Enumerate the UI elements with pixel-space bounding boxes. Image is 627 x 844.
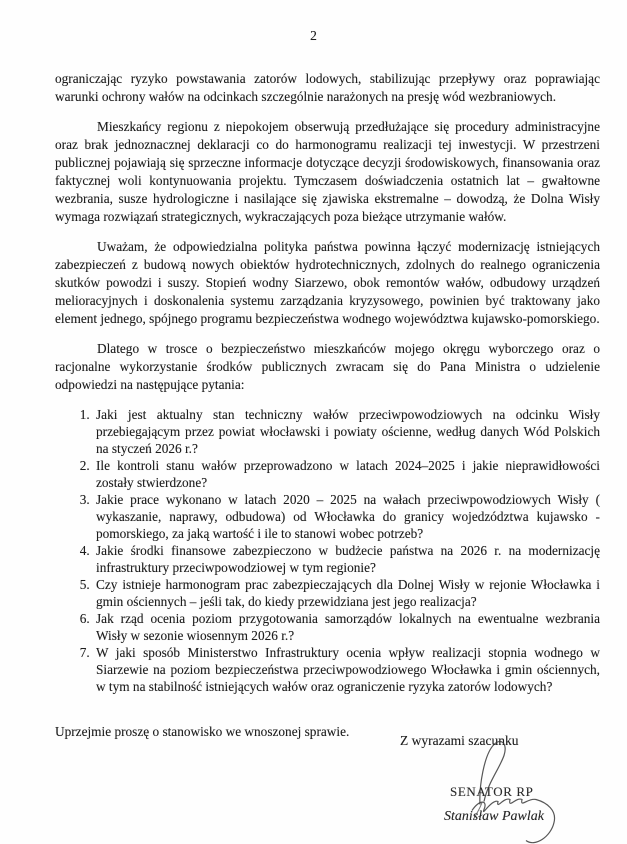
paragraph-concerns: Mieszkańcy regionu z niepokojem obserwują przedłużające się procedury administracyjne oraz brak jednoznacznej deklaracji co do harmonogramu realizacji tej inwestycji. W przestrzeni publicznej pojawiają się sprzeczne informacje dotyczące decyzji środowiskowych, finansowania oraz faktycznej woli kontynuowania projektu. Tymczasem doświadczenia ostatnich lat – gwałtowne wezbrania, susze hydrologiczne i nasilające się zjawiska ekstremalne – dowodzą, że Dolna Wisły wymaga rozwiązań strategicznych, wykraczających poza bieżące utrzymanie wałów. [55, 119, 600, 224]
paragraph-opinion: Uważam, że odpowiedzialna polityka państwa powinna łączyć modernizację istniejących zabezpieczeń z budową nowych obiektów hydrotechnicznych, zdolnych do realnego ograniczenia skutków powodzi i suszy. Stopień wodny Siarzewo, obok remontów wałów, odbudowy urządzeń melioracyjnych i doskonalenia systemu zarządzania kryzysowego, powinien być traktowany jako element jednego, spójnego programu bezpieczeństwa wodnego województwa kujawsko-pomorskiego. [55, 239, 600, 326]
question-item-7: 7. W jaki sposób Ministerstwo Infrastruktury ocenia wpływ realizacji stopnia wodnego w Siarzewie na poziom bezpieczeństwa przeciwpowodziowego Włocławka i gmin ościennych, w tym na stabilność istniejących wałów oraz ograniczenie ryzyka zatorów lodowych? [93, 644, 600, 695]
letter-body [55, 70, 600, 753]
question-item-3: 3. Jakie prace wykonano w latach 2020 – 2025 na wałach przeciwpowodziowych Wisły ( wykaszanie, naprawy, odbudowa) od Włocławka do granicy wojedzództwa kujawsko - pomorskiego, za jaką wartość i ile to stanowi wobec potrzeb? [93, 491, 600, 542]
question-item-2: 2. Ile kontroli stanu wałów przeprowadzono w latach 2024–2025 i jakie nieprawidłowości zostały stwierdzone? [93, 457, 600, 491]
question-item-5: 5. Czy istnieje harmonogram prac zabezpieczających dla Dolnej Wisły w rejonie Włocławka i gmin ościennych – jeśli tak, do kiedy przewidziana jest jego realizacja? [93, 576, 600, 610]
question-list [55, 406, 600, 695]
paragraph-continuation: ograniczając ryzyko powstawania zatorów lodowych, stabilizując przepływy oraz poprawiając warunki ochrony wałów na odcinkach szczególnie narażonych na presję wód wezbraniowych. [55, 71, 600, 104]
question-item-1: 1. Jaki jest aktualny stan techniczny wałów przeciwpowodziowych na odcinku Wisły przebiegającym przez powiat włocławski i powiaty ościenne, według danych Wód Polskich na styczeń 2026 r.? [93, 406, 600, 457]
signer-name: Stanisław Pawlak [444, 809, 544, 824]
question-item-4: 4. Jakie środki finansowe zabezpieczono w budżecie państwa na 2026 r. na modernizację infrastruktury przeciwpowodziowej w tym regionie? [93, 542, 600, 576]
salutation: Z wyrazami szacunku [400, 733, 519, 748]
closing-request: Uprzejmie proszę o stanowisko we wnoszonej sprawie. [55, 724, 350, 739]
signer-title: SENATOR RP [450, 784, 534, 799]
page-number: 2 [310, 28, 317, 43]
question-item-6: 6. Jak rząd ocenia poziom przygotowania samorządów lokalnych na ewentualne wezbrania Wisły w sezonie wiosennym 2026 r.? [93, 610, 600, 644]
paragraph-request-intro: Dlatego w trosce o bezpieczeństwo mieszkańców mojego okręgu wyborczego oraz o racjonalne wykorzystanie środków publicznych zwracam się do Pana Ministra o udzielenie odpowiedzi na następujące pytania: [55, 341, 600, 392]
